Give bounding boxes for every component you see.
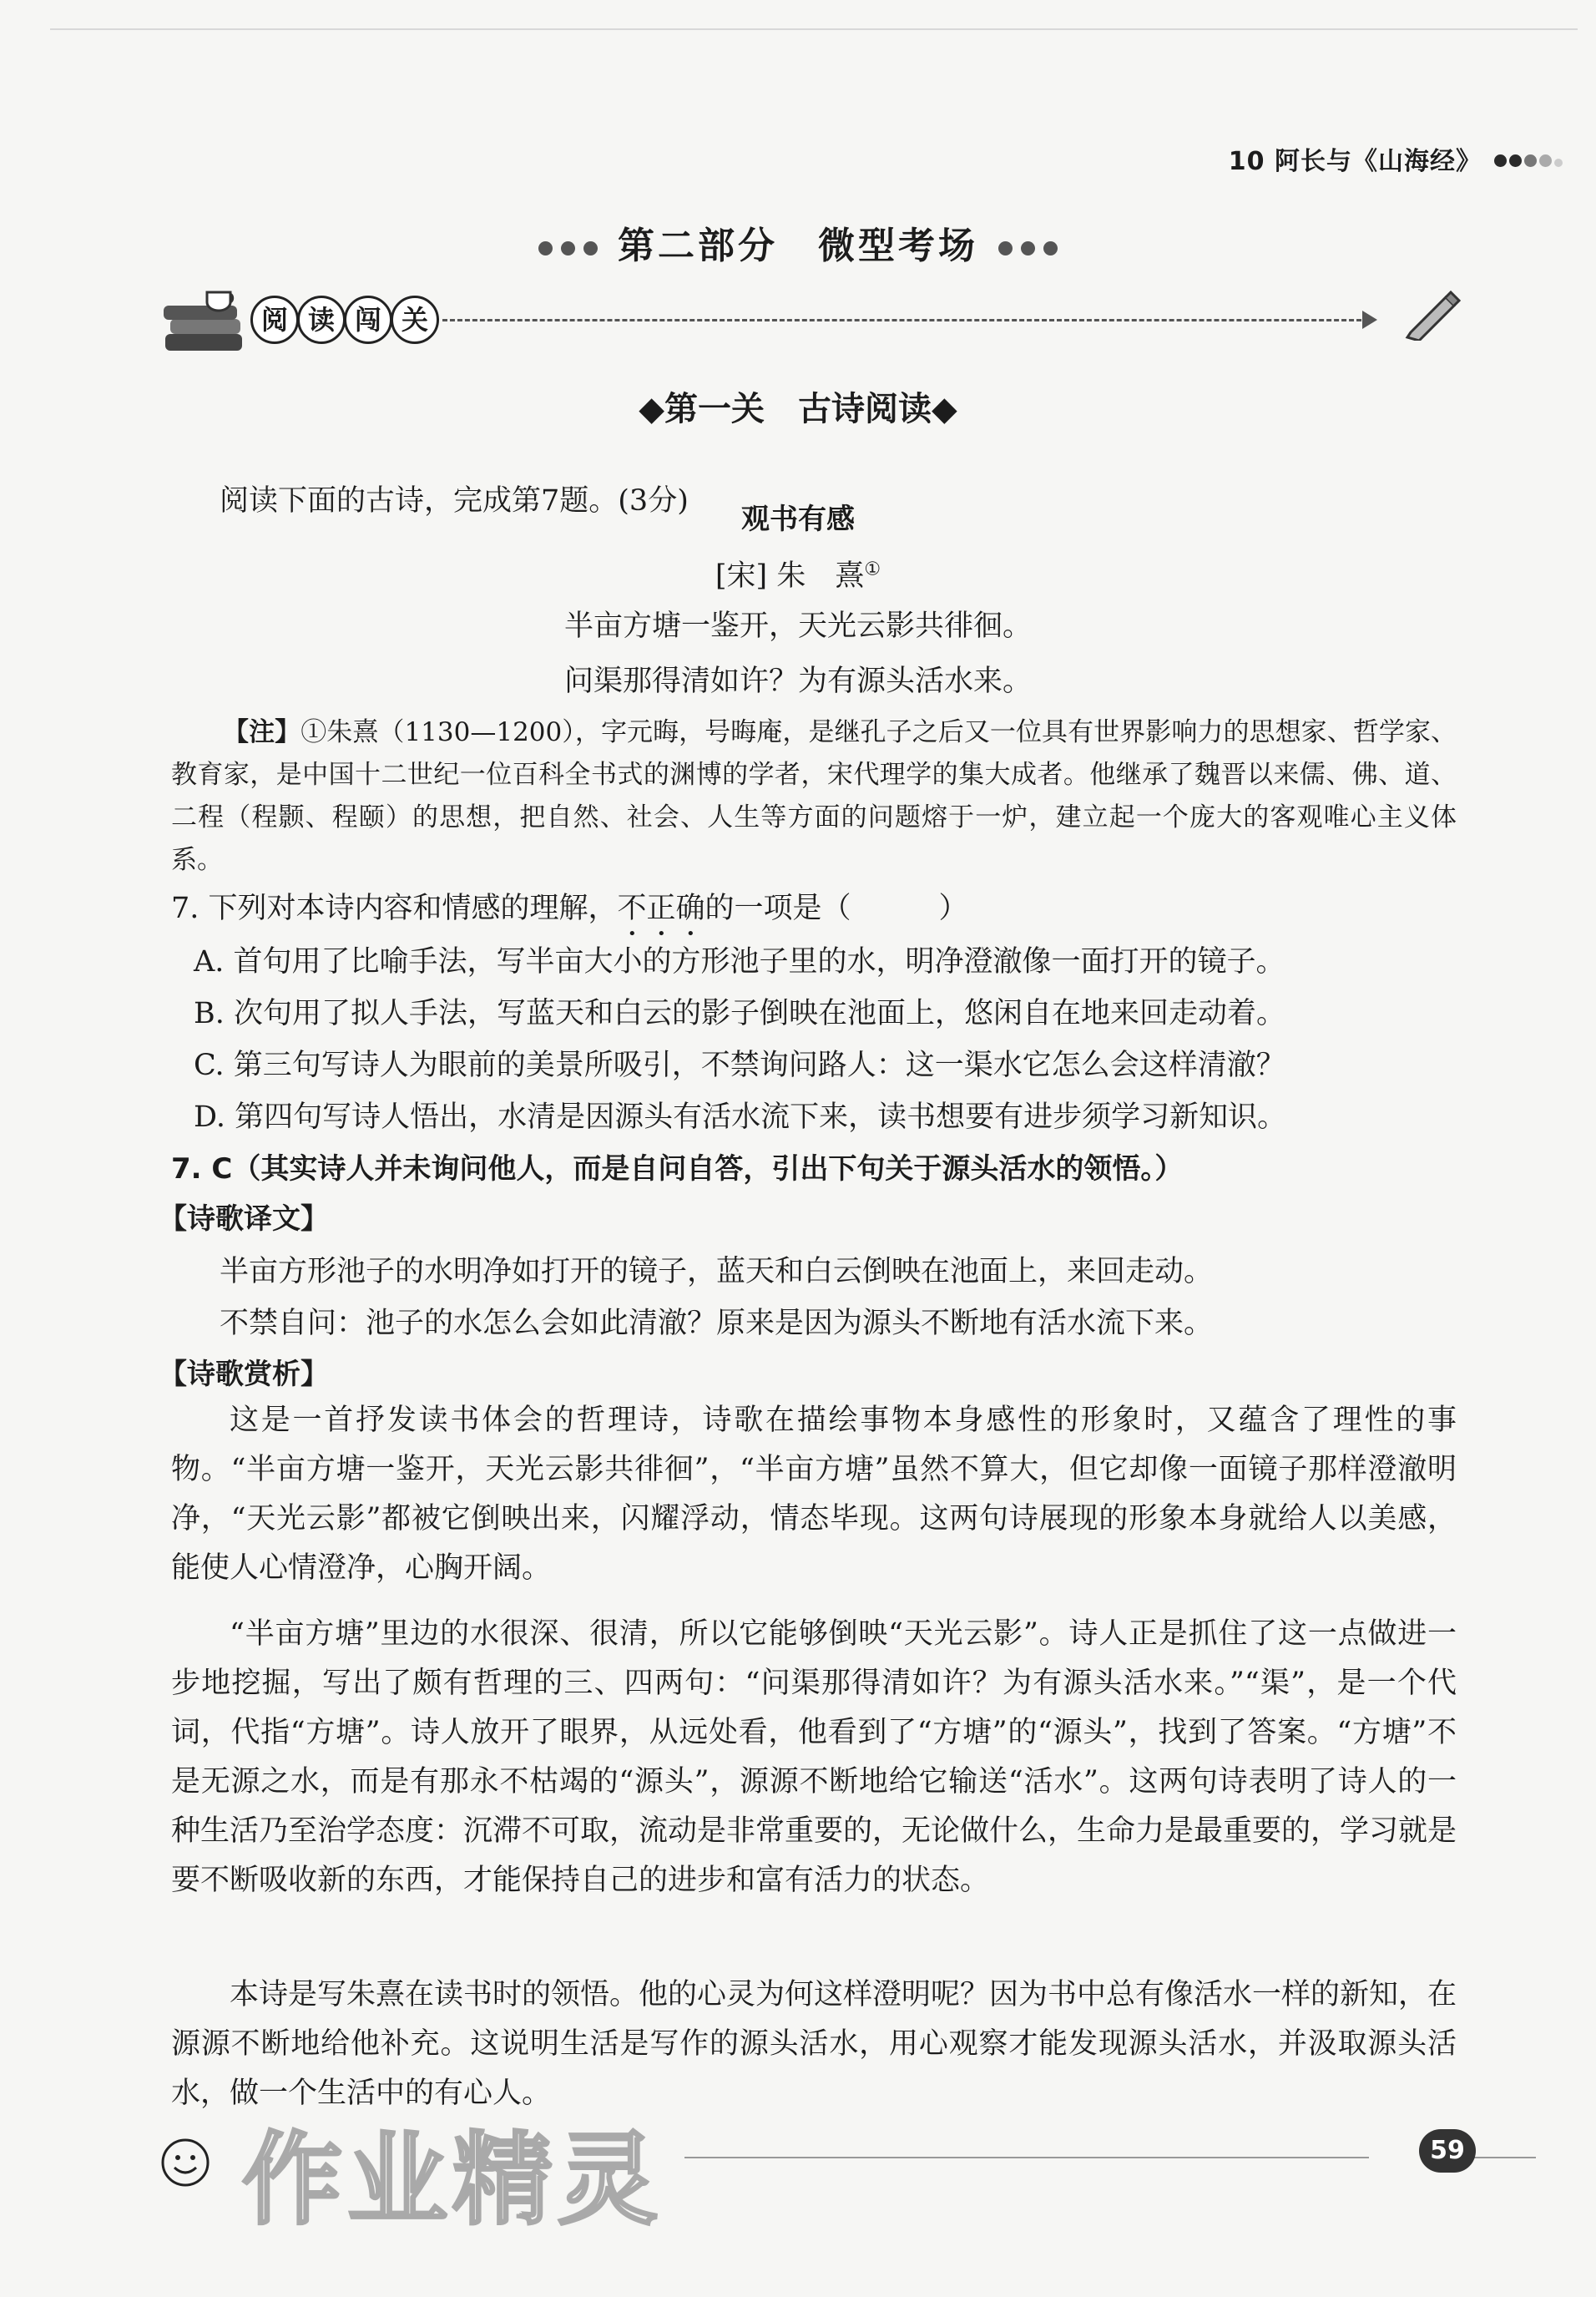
question-stem-post: 的一项是（ ） bbox=[705, 892, 968, 925]
arrow-icon bbox=[1362, 311, 1377, 329]
banner-char-1: 阅 bbox=[250, 296, 299, 344]
banner-char-4: 关 bbox=[391, 296, 439, 344]
poem-line-2: 问渠那得清如许？为有源头活水来。 bbox=[563, 665, 1032, 698]
option-a: A. 首句用了比喻手法，写半亩大小的方形池子里的水，明净澄澈像一面打开的镜子。 bbox=[194, 945, 1285, 979]
pencil-icon bbox=[1402, 282, 1461, 341]
reading-banner bbox=[159, 276, 1461, 359]
banner-char-2: 读 bbox=[297, 296, 346, 344]
appreciation-paragraph-1: 这是一首抒发读书体会的哲理诗，诗歌在描绘事物本身感性的形象时，又蕴含了理性的事物。“半亩方塘一鉴开，天光云影共徘徊”，“半亩方塘”虽然不算大，但它却像一面镜子那样澄澈明净，“天光云影”都被它倒映出来，闪耀浮动，情态毕现。这两句诗展现的形象本身就给人以美感，能使人心情澄净，心胸开阔。 bbox=[171, 1404, 1457, 1585]
option-d: D. 第四句写诗人悟出，水清是因源头有活水流下来，读书想要有进步须学习新知识。 bbox=[194, 1100, 1287, 1134]
smiley-icon bbox=[160, 2138, 210, 2188]
poem-author-text: [宋] 朱 熹 bbox=[715, 559, 865, 593]
poem-note bbox=[171, 711, 1457, 882]
footer-rule bbox=[684, 2157, 1369, 2158]
note-label: 【注】 bbox=[223, 717, 301, 747]
note-text: ①朱熹（1130—1200），字元晦，号晦庵，是继孔子之后又一位具有世界影响力的思想家、哲学家、教育家，是中国十二世纪一位百科全书式的渊博的学者，宋代理学的集大成者。他继承了魏晋以来儒、佛、道、二程（程颢、程颐）的思想，把自然、社会、人生等方面的问题熔于一炉，建立起一个庞大的客观唯心主义体系。 bbox=[171, 717, 1457, 875]
poem-note-mark: ① bbox=[864, 559, 881, 580]
option-c: C. 第三句写诗人为眼前的美景所吸引，不禁询问路人：这一渠水它怎么会这样清澈？ bbox=[194, 1049, 1285, 1082]
question-stem-emphasis: 不正确 bbox=[617, 892, 705, 925]
translation-line-1: 半亩方形池子的水明净如打开的镜子，蓝天和白云倒映在池面上，来回走动。 bbox=[220, 1255, 1214, 1288]
poem-title: 观书有感 bbox=[741, 503, 855, 536]
part-title-text: 第二部分 微型考场 bbox=[618, 225, 978, 267]
page-number: 59 bbox=[1419, 2129, 1476, 2173]
section-title: ◆第一关 古诗阅读◆ bbox=[639, 390, 957, 428]
question-stem bbox=[171, 885, 968, 943]
watermark: 作业精灵 bbox=[242, 2122, 663, 2239]
appreciation-paragraph-2: “半亩方塘”里边的水很深、很清，所以它能够倒映“天光云影”。诗人正是抓住了这一点做进一步地挖掘，写出了颇有哲理的三、四两句：“问渠那得清如许？为有源头活水来。”“渠”，是一个代词，代指“方塘”。诗人放开了眼界，从远处看，他看到了“方塘”的“源头”，找到了答案。“方塘”不是无源之水，而是有那永不枯竭的“源头”，源源不断地给它输送“活水”。这两句诗表明了诗人的一种生活乃至治学态度：沉滞不可取，流动是非常重要的，无论做什么，生命力是最重要的，学习就是要不断吸收新的东西，才能保持自己的进步和富有活力的状态。 bbox=[171, 1617, 1457, 1897]
answer: 7. C（其实诗人并未询问他人，而是自问自答，引出下句关于源头活水的领悟。） bbox=[171, 1152, 1184, 1186]
chapter-header bbox=[1229, 140, 1563, 177]
option-b: B. 次句用了拟人手法，写蓝天和白云的影子倒映在池面上，悠闲自在地来回走动着。 bbox=[194, 997, 1285, 1030]
poem-line-1: 半亩方塘一鉴开，天光云影共徘徊。 bbox=[563, 610, 1032, 643]
instruction: 阅读下面的古诗，完成第7题。(3分) bbox=[220, 484, 689, 518]
translation-heading: 【诗歌译文】 bbox=[159, 1202, 329, 1236]
chapter-label: 10 阿长与《山海经》 bbox=[1228, 147, 1482, 176]
banner-dashed-line bbox=[442, 319, 1369, 321]
appreciation-paragraph-3: 本诗是写朱熹在读书时的领悟。他的心灵为何这样澄明呢？因为书中总有像活水一样的新知，在源源不断地给他补充。这说明生活是写作的源头活水，用心观察才能发现源头活水，并汲取源头活水，做一个生活中的有心人。 bbox=[171, 1978, 1457, 2110]
appreciation-heading: 【诗歌赏析】 bbox=[159, 1358, 329, 1391]
part-title bbox=[0, 215, 1596, 269]
header-dots-decoration bbox=[1492, 144, 1563, 174]
banner-char-3: 闯 bbox=[344, 296, 392, 344]
poem-author bbox=[0, 553, 1596, 594]
top-rule bbox=[50, 28, 1578, 30]
translation-line-2: 不禁自问：池子的水怎么会如此清澈？原来是因为源头不断地有活水流下来。 bbox=[220, 1307, 1214, 1340]
books-icon bbox=[159, 276, 250, 359]
question-stem-pre: 7. 下列对本诗内容和情感的理解， bbox=[171, 892, 618, 925]
